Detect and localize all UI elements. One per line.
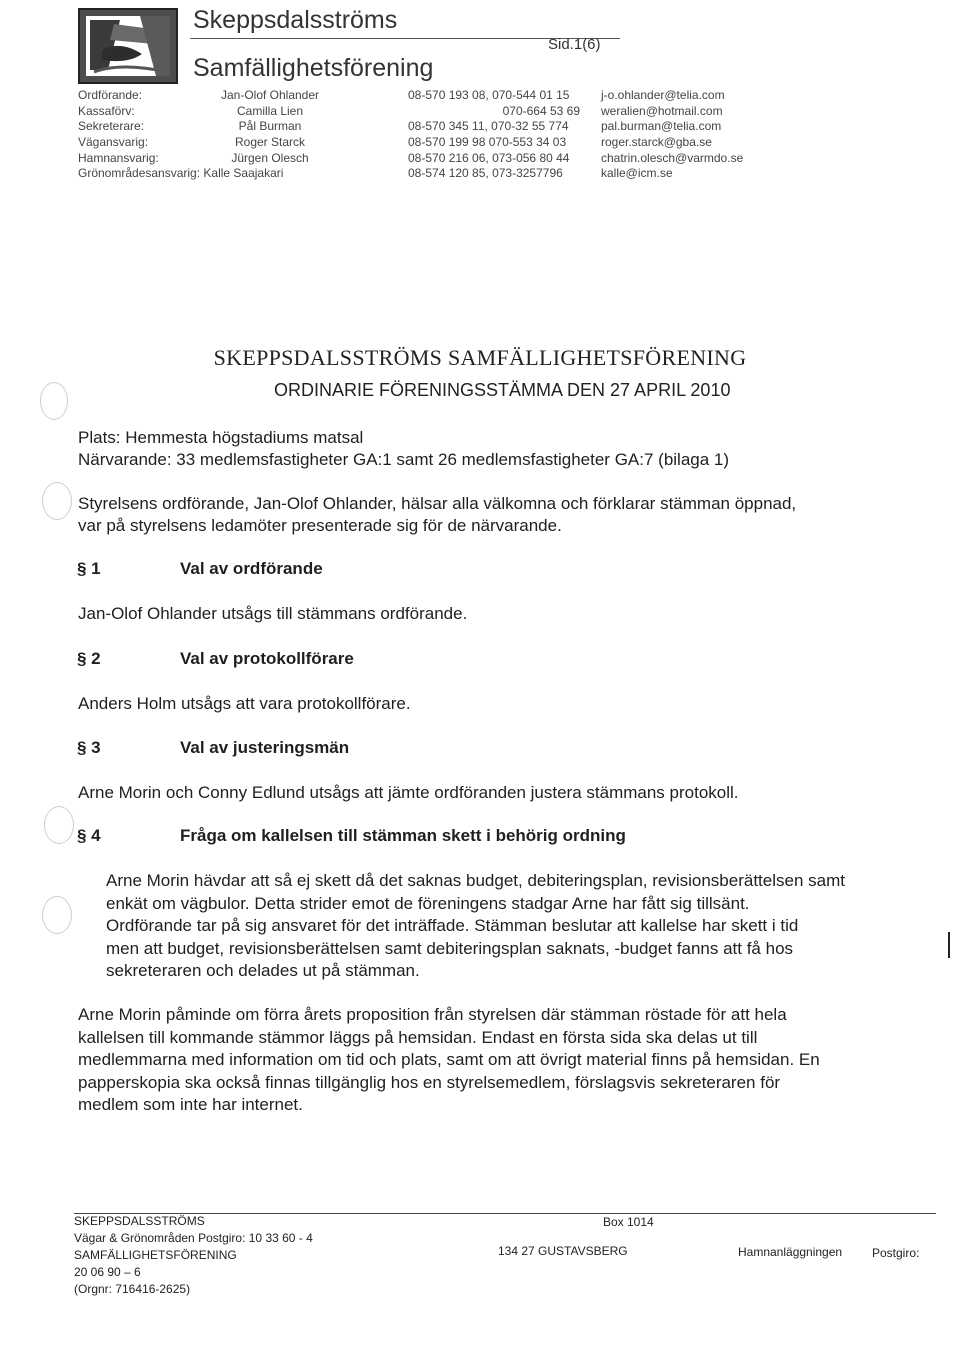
board-phone: 08-570 199 98 070-553 34 03 — [408, 135, 567, 150]
section-2-heading — [77, 649, 354, 669]
board-phone: 08-570 345 11, 070-32 55 774 — [408, 119, 569, 134]
section-number: § 1 — [77, 559, 101, 578]
section-title: Val av protokollförare — [180, 649, 354, 668]
section-1-text: Jan-Olof Ohlander utsågs till stämmans ordförande. — [78, 604, 468, 623]
board-name: Pål Burman — [238, 119, 302, 134]
footer-postgiro: Postgiro: — [872, 1246, 920, 1260]
board-name: Camilla Lien — [236, 103, 304, 118]
board-phones — [408, 88, 588, 182]
board-phone: 070-664 53 69 — [502, 103, 580, 118]
section-title: Val av ordförande — [180, 559, 323, 578]
board-name: Roger Starck — [234, 135, 306, 150]
board-role: Ordförande: — [78, 88, 143, 102]
document-subtitle: ORDINARIE FÖRENINGSSTÄMMA DEN 27 APRIL 2010 — [274, 380, 731, 400]
section-2-text: Anders Holm utsågs att vara protokollförare. — [78, 694, 411, 713]
board-names — [200, 88, 340, 166]
section-number: § 3 — [77, 738, 101, 757]
section-title: Fråga om kallelsen till stämman skett i behörig ordning — [180, 826, 626, 845]
para-line: medlemmarna med information om tid och plats, samt om att övrigt material finns på hemsidan. En — [78, 1050, 820, 1069]
board-email: roger.starck@gba.se — [601, 135, 712, 150]
footer-line: SAMFÄLLIGHETSFÖRENING — [74, 1248, 237, 1262]
para-line: kallelsen till kommande stämmor läggs på hemsidan. Endast en första sida ska delas ut till — [78, 1027, 758, 1047]
page-number: Sid.1(6) — [548, 36, 601, 53]
board-emails — [601, 88, 743, 182]
section-4-para1 — [106, 870, 845, 983]
footer-org-block — [74, 1213, 313, 1298]
para-line: Arne Morin hävdar att så ej skett då det saknas budget, debiteringsplan, revisionsberättelsen samt — [106, 871, 845, 890]
para-line: sekreteraren och delades ut på stämman. — [106, 961, 420, 980]
footer-harbor: Hamnanläggningen — [738, 1245, 843, 1259]
punch-hole — [42, 896, 72, 934]
para-line: papperskopia ska också finnas tillgänglig hos en styrelsemedlem, förslagsvis sekreteraren för — [78, 1072, 781, 1092]
board-role: Hamnansvarig: — [78, 150, 159, 165]
footer-line: (Orgnr: 716416-2625) — [74, 1282, 191, 1296]
board-role: Kassaförv: — [78, 103, 135, 118]
board-email: chatrin.olesch@varmdo.se — [601, 150, 744, 165]
section-4-heading — [77, 826, 626, 846]
margin-mark — [948, 932, 950, 958]
section-1-heading — [77, 559, 323, 579]
board-name: Jan-Olof Ohlander — [220, 88, 320, 102]
footer-line: Vägar & Grönområden Postgiro: 10 33 60 - 4 — [74, 1231, 313, 1245]
org-name-line1: Skeppsdalsströms — [193, 6, 398, 34]
board-email: pal.burman@telia.com — [601, 119, 722, 134]
footer-city: 134 27 GUSTAVSBERG — [498, 1244, 628, 1258]
board-email: j-o.ohlander@telia.com — [601, 88, 725, 102]
para-line: medlem som inte har internet. — [78, 1095, 303, 1114]
board-role: Sekreterare: — [78, 119, 145, 134]
section-3-heading — [77, 738, 349, 758]
section-number: § 4 — [77, 826, 101, 845]
board-name: Jürgen Olesch — [231, 150, 309, 165]
board-phone: 08-570 193 08, 070-544 01 15 — [408, 88, 570, 102]
board-email: weralien@hotmail.com — [601, 103, 723, 118]
board-phone: 08-574 120 85, 073-3257796 — [408, 166, 563, 181]
opening-line1: Styrelsens ordförande, Jan-Olof Ohlander, hälsar alla välkomna och förklarar stämman öppnad, — [78, 494, 797, 513]
para-line: men att budget, revisionsberättelsen samt debiteringsplan saknats, -budget fanns att få hos — [106, 938, 794, 958]
para-line: Ordförande tar på sig ansvaret för det inträffade. Stämman beslutar att kallelse har skett i tid — [106, 916, 799, 935]
board-role: Grönområdesansvarig: Kalle Saajakari — [78, 166, 284, 181]
footer-line: SKEPPSDALSSTRÖMS — [74, 1214, 205, 1228]
board-phone: 08-570 216 06, 073-056 80 44 — [408, 150, 570, 165]
footer-line: 20 06 90 – 6 — [74, 1265, 141, 1279]
footer-box: Box 1014 — [603, 1215, 654, 1229]
para-line: Arne Morin påminde om förra årets proposition från styrelsen där stämman röstade för att hela — [78, 1005, 787, 1024]
opening-line2: var på styrelsens ledamöter presenterade sig för de närvarande. — [78, 516, 562, 535]
section-number: § 2 — [77, 649, 101, 668]
document-title: SKEPPSDALSSTRÖMS SAMFÄLLIGHETSFÖRENING — [213, 345, 747, 370]
attendance: Närvarande: 33 medlemsfastigheter GA:1 samt 26 medlemsfastigheter GA:7 (bilaga 1) — [78, 450, 730, 469]
meeting-place: Plats: Hemmesta högstadiums matsal — [78, 428, 364, 447]
section-3-text: Arne Morin och Conny Edlund utsågs att jämte ordföranden justera stämmans protokoll. — [78, 783, 739, 802]
punch-hole — [42, 482, 72, 520]
association-logo — [78, 8, 178, 84]
board-role: Vägansvarig: — [78, 135, 149, 150]
section-title: Val av justeringsmän — [180, 738, 350, 757]
section-4-para2 — [78, 1004, 820, 1117]
board-email: kalle@icm.se — [601, 166, 673, 181]
para-line: enkät om vägbulor. Detta strider emot de föreningens stadgar Arne har fått sig tillsänt. — [106, 893, 750, 913]
org-name-line2: Samfällighetsförening — [193, 54, 434, 82]
punch-hole — [44, 806, 74, 844]
punch-hole — [40, 382, 68, 420]
